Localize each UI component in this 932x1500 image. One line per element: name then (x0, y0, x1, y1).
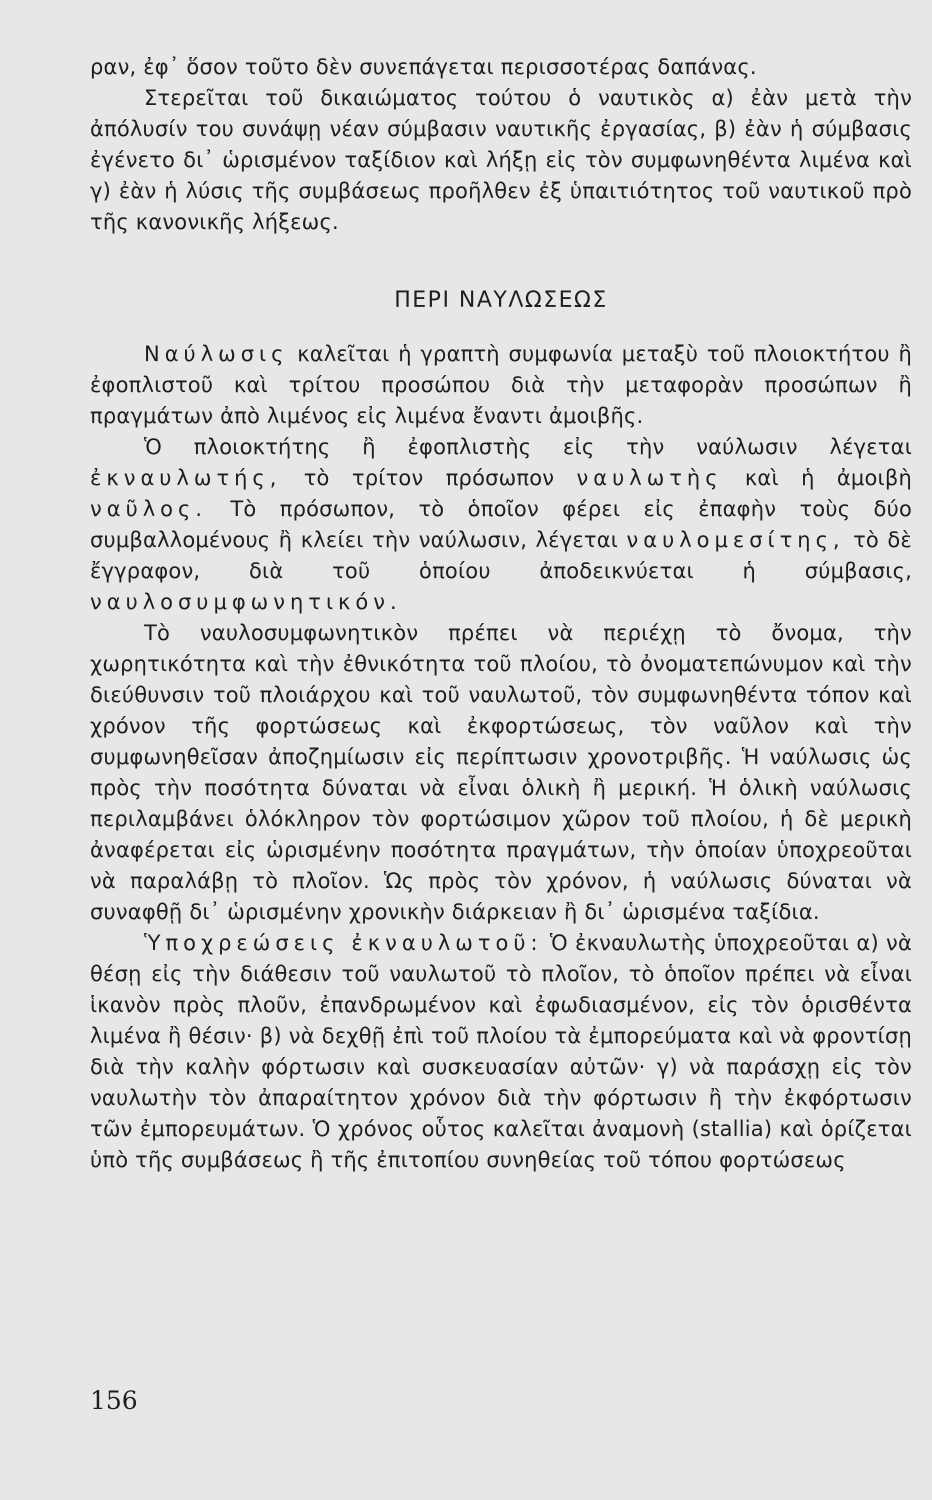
page-number: 156 (90, 1386, 138, 1415)
term-naulosymfonitikon: ναυλοσυμφωνητικόν. (90, 590, 402, 614)
paragraph-contract-contents: Τὸ ναυλοσυμφωνητικὸν πρέπει νὰ περιέχῃ τὸ ὄνομα, τὴν χωρητικότητα καὶ τὴν ἐθνικότητα τοῦ πλοίου, τὸ ὀνοματεπώνυμον καὶ τὴν διεύθυνσιν τοῦ πλοιάρχου καὶ τοῦ ναυλωτοῦ, τὸν συμφωνηθέντα τόπον καὶ χρόνον τῆς φορτώσεως καὶ ἐκφορτώσεως, τὸν ναῦλον καὶ τὴν συμφωνηθεῖσαν ἀποζημίωσιν εἰς περίπτωσιν χρονοτριβῆς. Ἡ ναύλωσις ὡς πρὸς τὴν ποσότητα δύναται νὰ εἶναι ὁλικὴ ἢ μερική. Ἡ ὁλικὴ ναύλωσις περιλαμβάνει ὁλόκληρον τὸν φορτώσιμον χῶρον τοῦ πλοίου, ἡ δὲ μερικὴ ἀναφέρεται εἰς ὡρισμένην ποσότητα πραγμάτων, τὴν ὁποίαν ὑποχρεοῦται νὰ παραλάβῃ τὸ πλοῖον. Ὡς πρὸς τὸν χρόνον, ἡ ναύλωσις δύναται νὰ συναφθῇ δι᾽ ὡρισμένην χρονικὴν διάρκειαν ἢ δι᾽ ὡρισμένα ταξίδια. (90, 621, 912, 924)
term-nauolosis: Ναύλωσις (144, 342, 289, 366)
text-segment: καὶ ἡ ἀμοιβὴ (744, 466, 912, 490)
term-naulotis: ναυλωτὴς (576, 466, 723, 490)
page-body (90, 52, 912, 1176)
term-naulomesitis: ναυλομεσίτης, (626, 528, 845, 552)
term-obligations: Ὑποχρεώσεις ἐκναυλωτοῦ: (144, 931, 543, 955)
paragraph-deprivation-of-right: Στερεῖται τοῦ δικαιώματος τούτου ὁ ναυτικὸς α) ἐὰν μετὰ τὴν ἀπόλυσίν του συνάψῃ νέαν σύμβασιν ναυτικῆς ἐργασίας, β) ἐὰν ἡ σύμβασις ἐγένετο δι᾽ ὡρισμένον ταξίδιον καὶ λήξῃ εἰς τὸν συμφωνηθέντα λιμένα καὶ γ) ἐὰν ἡ λύσις τῆς συμβάσεως προῆλθεν ἐξ ὑπαιτιότητος τοῦ ναυτικοῦ πρὸ τῆς κανονικῆς λήξεως. (90, 86, 912, 234)
text-segment: Τὸ πρόσωπον, τὸ ὁποῖον φέρει εἰς ἐπαφὴν τοὺς δύο συμβαλλομένους ἢ κλείει τὴν ναύλωσιν, λέγεται (90, 497, 912, 552)
text-segment: Ὁ πλοιοκτήτης ἢ ἐφοπλιστὴς εἰς τὴν ναύλωσιν λέγεται (144, 435, 912, 459)
term-ekanlotis: ἐκναυλωτής, (90, 466, 282, 490)
text-segment: τὸ τρίτον πρόσωπον (303, 466, 555, 490)
paragraph-definition (90, 339, 912, 432)
paragraph-terms (90, 432, 912, 618)
section-heading: ΠΕΡΙ ΝΑΥΛΩΣΕΩΣ (394, 288, 608, 313)
paragraph-obligations (90, 928, 912, 1176)
obligations-text: Ὁ ἐκναυλωτὴς ὑποχρεοῦται α) νὰ θέσῃ εἰς τὴν διάθεσιν τοῦ ναυλωτοῦ τὸ πλοῖον, τὸ ὁποῖον πρέπει νὰ εἶναι ἱκανὸν πρὸς πλοῦν, ἐπανδρωμένον καὶ ἐφωδιασμένον, εἰς τὸν ὁρισθέντα λιμένα ἢ θέσιν· β) νὰ δεχθῇ ἐπὶ τοῦ πλοίου τὰ ἐμπορεύματα καὶ νὰ φροντίσῃ διὰ τὴν καλὴν φόρτωσιν καὶ συσκευασίαν αὐτῶν· γ) νὰ παράσχῃ εἰς τὸν ναυλωτὴν τὸν ἀπαραίτητον χρόνον διὰ τὴν φόρτωσιν ἢ τὴν ἐκφόρτωσιν τῶν ἐμπορευμάτων. Ὁ χρόνος οὗτος καλεῖται ἀναμονὴ (stallia) καὶ ὁρίζεται ὑπὸ τῆς συμβάσεως ἢ τῆς ἐπιτοπίου συνηθείας τοῦ τόπου φορτώσεως (90, 931, 912, 1172)
paragraph-continuation: ραν, ἐφ᾽ ὅσον τοῦτο δὲν συνεπάγεται περισσοτέρας δαπάνας. (90, 55, 757, 79)
definition-text: καλεῖται ἡ γραπτὴ συμφωνία μεταξὺ τοῦ πλοιοκτήτου ἢ ἐφοπλιστοῦ καὶ τρίτου προσώπου διὰ τὴν μεταφορὰν προσώπων ἢ πραγμάτων ἀπὸ λιμένος εἰς λιμένα ἔναντι ἀμοιβῆς. (90, 342, 912, 428)
text-segment: τὸ δὲ ἔγγραφον, διὰ τοῦ ὁποίου ἀποδεικνύεται ἡ σύμβασις, (90, 528, 912, 583)
term-naulos: ναῦλος. (90, 497, 208, 521)
